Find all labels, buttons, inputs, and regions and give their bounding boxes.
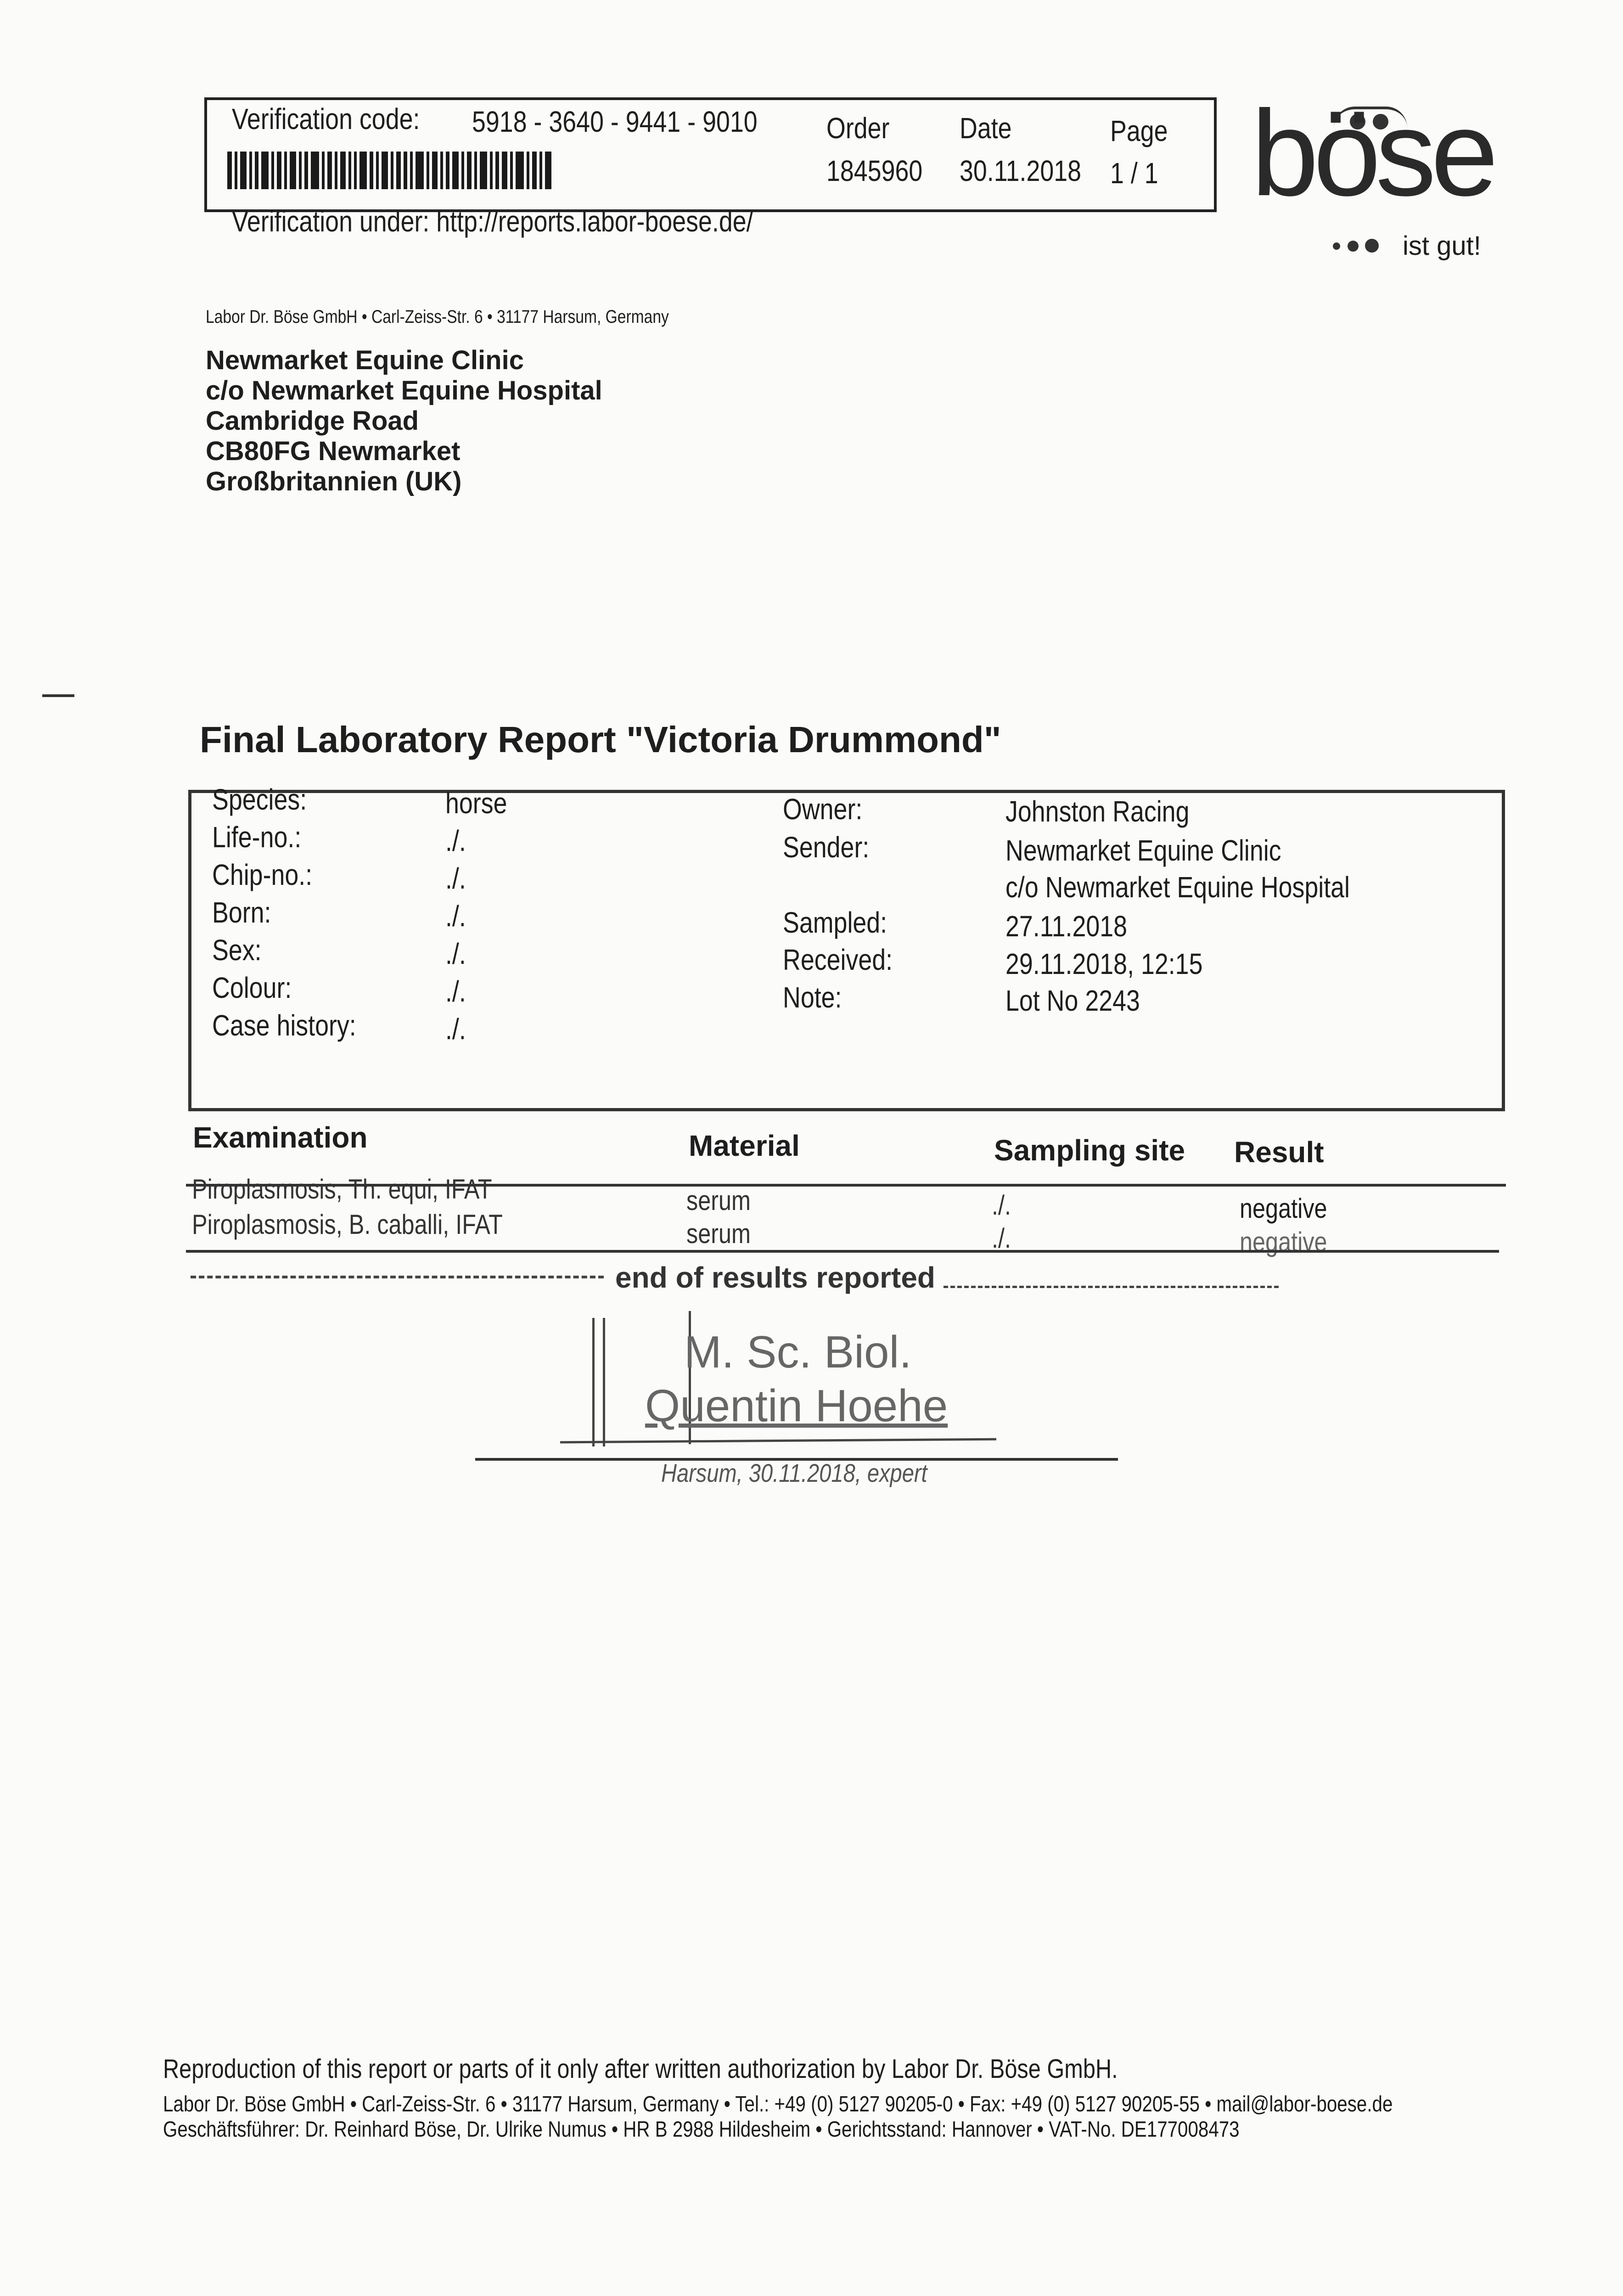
animal-labels bbox=[212, 781, 383, 1044]
note-value: Lot No 2243 bbox=[1005, 984, 1140, 1017]
sampled-value: 27.11.2018 bbox=[1005, 910, 1128, 943]
species-label: Species: bbox=[212, 783, 307, 816]
logo-word: böse bbox=[1251, 85, 1493, 221]
recipient-line: Großbritannien (UK) bbox=[206, 467, 462, 496]
life-no-value: ./. bbox=[445, 824, 466, 857]
col-result: Result bbox=[1234, 1136, 1324, 1169]
table-row-material: serum bbox=[686, 1218, 751, 1249]
table-row-material: serum bbox=[686, 1185, 751, 1216]
species-value: horse bbox=[445, 787, 507, 820]
col-sampling-site: Sampling site bbox=[994, 1134, 1185, 1167]
logo-small-dot bbox=[1348, 241, 1359, 252]
barcode bbox=[227, 152, 554, 189]
life-no-label: Life-no.: bbox=[212, 821, 302, 854]
table-row-result: negative bbox=[1240, 1227, 1327, 1257]
colour-label: Colour: bbox=[212, 971, 292, 1004]
recipient-line: Newmarket Equine Clinic bbox=[206, 345, 524, 375]
case-history-label: Case history: bbox=[212, 1009, 356, 1042]
recipient-address bbox=[206, 345, 602, 497]
signature-place-date: Harsum, 30.11.2018, expert bbox=[661, 1458, 927, 1487]
order-value: 1845960 bbox=[826, 154, 923, 187]
verification-code: 5918 - 3640 - 9441 - 9010 bbox=[472, 105, 758, 138]
sender-value-2: c/o Newmarket Equine Hospital bbox=[1005, 871, 1350, 904]
logo-small-dot bbox=[1333, 242, 1340, 250]
born-value: ./. bbox=[445, 900, 466, 933]
order-label: Order bbox=[826, 112, 890, 145]
footer-management: Geschäftsführer: Dr. Reinhard Böse, Dr. Ulrike Numus • HR B 2988 Hildesheim • Gerichtsstand: Hannover • VAT-No. DE177008473 bbox=[163, 2117, 1240, 2142]
report-title: Final Laboratory Report "Victoria Drummond" bbox=[200, 719, 1001, 760]
sex-value: ./. bbox=[445, 937, 466, 970]
born-label: Born: bbox=[212, 896, 271, 929]
chip-no-value: ./. bbox=[445, 862, 466, 895]
col-examination: Examination bbox=[193, 1121, 368, 1154]
table-row: Piroplasmosis, Th. equi, IFAT bbox=[192, 1174, 492, 1204]
table-row-site: ./. bbox=[992, 1190, 1011, 1221]
page-label: Page bbox=[1110, 114, 1168, 147]
owner-value: Johnston Racing bbox=[1005, 795, 1190, 828]
received-label: Received: bbox=[783, 943, 893, 976]
sampled-label: Sampled: bbox=[783, 906, 887, 939]
reproduction-notice: Reproduction of this report or parts of it only after written authorization by Labor Dr. Böse GmbH. bbox=[163, 2054, 1118, 2084]
page-value: 1 / 1 bbox=[1110, 157, 1158, 190]
date-value: 30.11.2018 bbox=[960, 154, 1082, 187]
end-dash-right bbox=[943, 1286, 1279, 1288]
col-material: Material bbox=[689, 1129, 800, 1162]
table-row: Piroplasmosis, B. caballi, IFAT bbox=[192, 1209, 503, 1240]
signature-stroke bbox=[592, 1318, 605, 1446]
colour-value: ./. bbox=[445, 975, 466, 1008]
logo-tagline: ist gut! bbox=[1403, 231, 1481, 261]
end-dash-left bbox=[191, 1276, 604, 1278]
table-bottom-rule bbox=[186, 1250, 1499, 1253]
table-row-site: ./. bbox=[992, 1223, 1011, 1254]
signature-title: M. Sc. Biol. bbox=[684, 1327, 912, 1377]
received-value: 29.11.2018, 12:15 bbox=[1005, 947, 1203, 980]
sender-line: Labor Dr. Böse GmbH • Carl-Zeiss-Str. 6 • 31177 Harsum, Germany bbox=[206, 307, 669, 327]
case-history-value: ./. bbox=[445, 1013, 466, 1046]
end-of-results: end of results reported bbox=[615, 1261, 935, 1294]
chip-no-label: Chip-no.: bbox=[212, 858, 313, 891]
sender-value-1: Newmarket Equine Clinic bbox=[1005, 834, 1281, 867]
owner-label: Owner: bbox=[783, 793, 863, 826]
sender-label: Sender: bbox=[783, 831, 870, 864]
boese-logo bbox=[1251, 85, 1504, 280]
recipient-line: Cambridge Road bbox=[206, 406, 419, 436]
note-label: Note: bbox=[783, 981, 842, 1014]
sex-label: Sex: bbox=[212, 934, 262, 967]
signature-swoosh bbox=[560, 1438, 996, 1444]
date-label: Date bbox=[960, 112, 1012, 145]
fold-mark bbox=[42, 694, 74, 697]
verification-label: Verification code: bbox=[232, 102, 420, 135]
verification-url[interactable]: Verification under: http://reports.labor-boese.de/ bbox=[232, 205, 753, 238]
recipient-line: c/o Newmarket Equine Hospital bbox=[206, 376, 602, 405]
animal-values bbox=[445, 784, 519, 1048]
logo-small-dot bbox=[1365, 239, 1379, 253]
recipient-line: CB80FG Newmarket bbox=[206, 436, 461, 466]
footer-address: Labor Dr. Böse GmbH • Carl-Zeiss-Str. 6 • 31177 Harsum, Germany • Tel.: +49 (0) 5127 90205-0 • Fax: +49 (0) 5127 90205-55 • mail@labor-boese.de bbox=[163, 2092, 1393, 2116]
signature-name: Quentin Hoehe bbox=[645, 1380, 948, 1431]
table-row-result: negative bbox=[1240, 1193, 1327, 1224]
